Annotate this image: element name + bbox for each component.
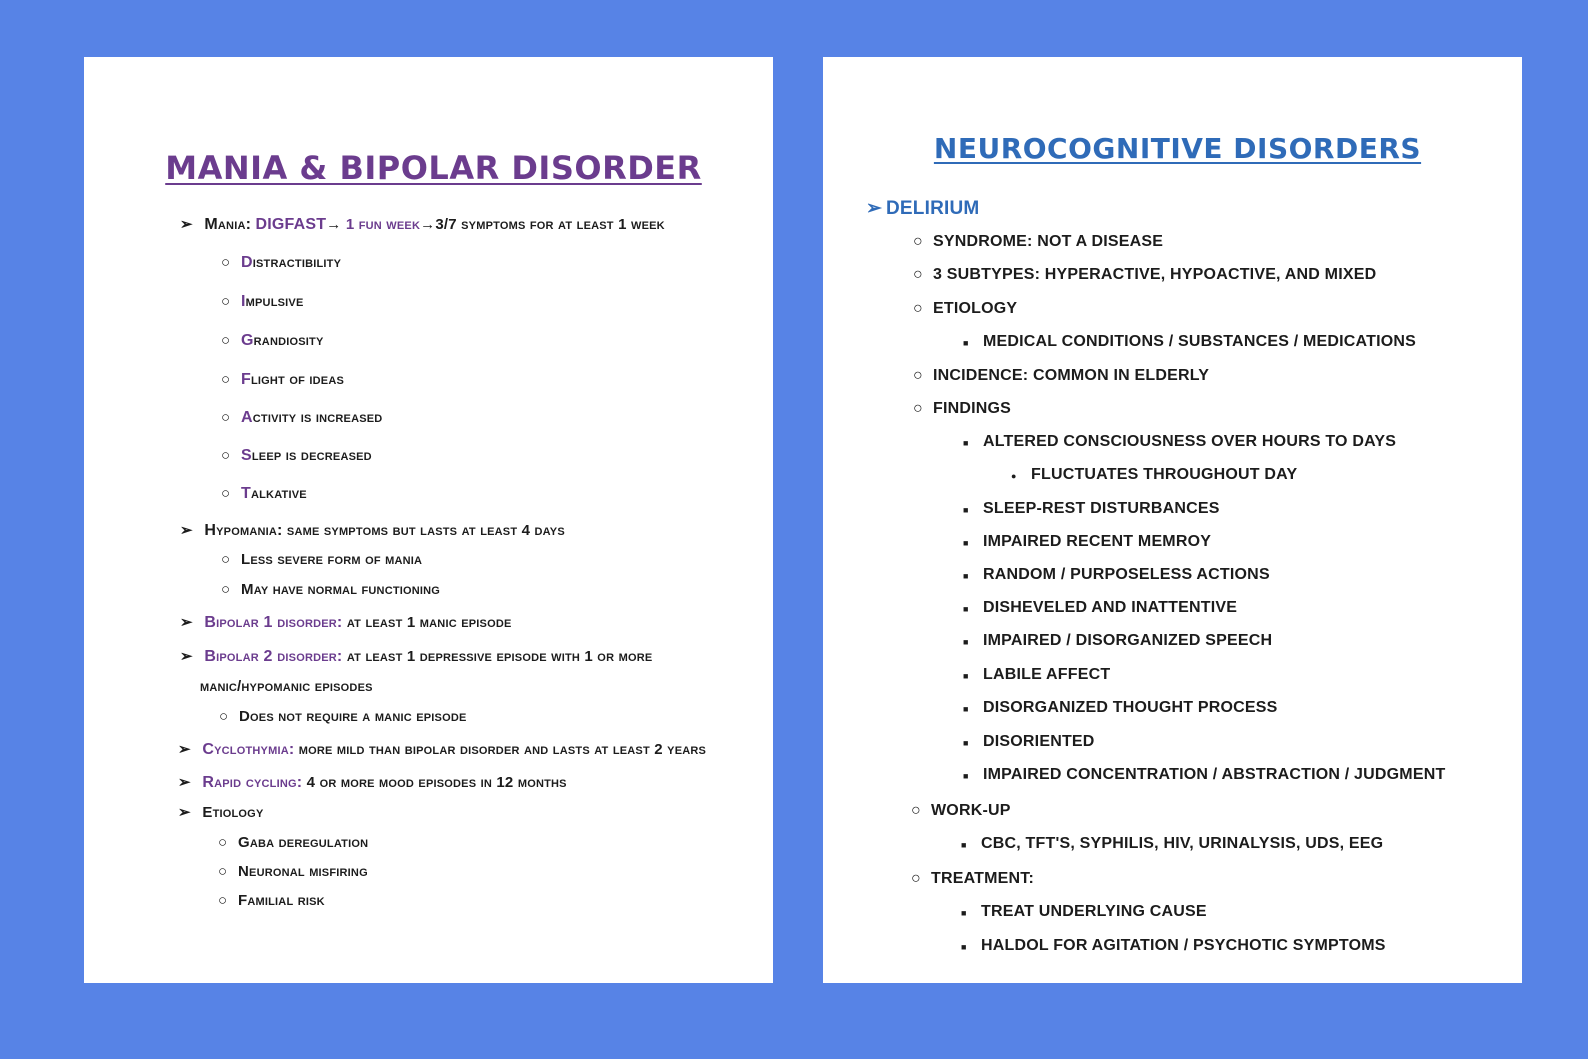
list-item: ■ DISHEVELED AND INATTENTIVE [963,599,1238,616]
list-item: ○ Talkative [221,485,307,502]
square-bullet-icon: ■ [963,438,969,448]
list-item: ● FLUCTUATES THROUGHOUT DAY [1011,466,1298,483]
square-bullet-icon: ■ [963,338,969,348]
circle-bullet-icon: ○ [218,863,228,880]
page-title-mania-bipolar: MANIA & BIPOLAR DISORDER [165,149,702,187]
list-item: ■ MEDICAL CONDITIONS / SUBSTANCES / MEDICATIONS [963,333,1417,350]
arrow-bullet-icon: ➢ [180,522,193,539]
circle-bullet-icon: ○ [218,834,228,851]
square-bullet-icon: ■ [961,942,967,952]
circle-bullet-icon: ○ [221,254,231,271]
page-title-neurocognitive: NEUROCOGNITIVE DISORDERS [933,132,1422,165]
arrow-bullet-icon: ➢ [180,648,193,665]
list-item: ■ CBC, TFT'S, SYPHILIS, HIV, URINALYSIS, UDS, EEG [961,835,1384,852]
circle-bullet-icon: ○ [221,332,231,349]
etiology-line: ➢ Etiology [178,804,264,821]
square-bullet-icon: ■ [963,637,969,647]
bipolar2-line: ➢ Bipolar 2 disorder: at least 1 depressive episode with 1 or more [180,648,653,665]
list-item: ○ TREATMENT: [911,870,1035,887]
mania-line: ➢ Mania: DIGFAST→ 1 fun week→3/7 symptoms for at least 1 week [180,216,665,233]
list-item: ■ LABILE AFFECT [963,666,1111,683]
circle-bullet-icon: ○ [911,870,921,887]
circle-bullet-icon: ○ [219,708,229,725]
list-item: ■ DISORGANIZED THOUGHT PROCESS [963,699,1278,716]
square-bullet-icon: ■ [963,604,969,614]
arrow-bullet-icon: ➢ [178,774,191,791]
square-bullet-icon: ■ [963,771,969,781]
square-bullet-icon: ■ [963,671,969,681]
square-bullet-icon: ■ [961,908,967,918]
list-item: ■ ALTERED CONSCIOUSNESS OVER HOURS TO DAYS [963,433,1397,450]
circle-bullet-icon: ○ [218,892,228,909]
list-item: ○ Activity is increased [221,409,383,426]
list-item: ■ HALDOL FOR AGITATION / PSYCHOTIC SYMPTOMS [961,937,1386,954]
list-item: ○ Grandiosity [221,332,324,349]
circle-bullet-icon: ○ [911,802,921,819]
rapid-cycling-line: ➢ Rapid cycling: 4 or more mood episodes in 12 months [178,774,567,791]
hypomania-line: ➢ Hypomania: same symptoms but lasts at least 4 days [180,522,565,539]
list-item: ○ Less severe form of mania [221,551,423,568]
list-item: ○ Distractibility [221,254,342,271]
arrow-bullet-icon: ➢ [180,614,193,631]
arrow-bullet-icon: ➢ [866,198,883,219]
arrow-bullet-icon: ➢ [178,804,191,821]
circle-bullet-icon: ○ [221,485,231,502]
list-item: ■ IMPAIRED RECENT MEMROY [963,533,1212,550]
list-item: ○ 3 SUBTYPES: HYPERACTIVE, HYPOACTIVE, AND MIXED [913,266,1377,283]
square-bullet-icon: ■ [963,704,969,714]
square-bullet-icon: ■ [963,738,969,748]
bipolar1-line: ➢ Bipolar 1 disorder: at least 1 manic episode [180,614,512,631]
list-item: ○ WORK-UP [911,802,1011,819]
list-item: ■ RANDOM / PURPOSELESS ACTIONS [963,566,1270,583]
circle-bullet-icon: ○ [221,371,231,388]
arrow-bullet-icon: ➢ [180,216,193,233]
list-item: ■ DISORIENTED [963,733,1095,750]
circle-bullet-icon: ○ [913,367,923,384]
list-item: ○ Neuronal misfiring [218,863,368,880]
circle-bullet-icon: ○ [221,409,231,426]
circle-bullet-icon: ○ [913,400,923,417]
list-item: ○ Familial risk [218,892,325,909]
list-item: ○ May have normal functioning [221,581,441,598]
circle-bullet-icon: ○ [221,447,231,464]
square-bullet-icon: ■ [963,571,969,581]
list-item: ○ FINDINGS [913,400,1012,417]
list-item: ○ Does not require a manic episode [219,708,467,725]
circle-bullet-icon: ○ [221,581,231,598]
list-item: ■ IMPAIRED / DISORGANIZED SPEECH [963,632,1273,649]
circle-bullet-icon: ○ [913,233,923,250]
list-item: ○ Sleep is decreased [221,447,372,464]
left-page [84,57,773,983]
list-item: ■ TREAT UNDERLYING CAUSE [961,903,1207,920]
circle-bullet-icon: ○ [913,266,923,283]
arrow-bullet-icon: ➢ [178,741,191,758]
list-item: ○ SYNDROME: NOT A DISEASE [913,233,1164,250]
circle-bullet-icon: ○ [221,293,231,310]
list-item: ○ INCIDENCE: COMMON IN ELDERLY [913,367,1210,384]
bipolar2-continuation: manic/hypomanic episodes [200,678,373,695]
list-item: ■ SLEEP-REST DISTURBANCES [963,500,1220,517]
list-item: ○ Impulsive [221,293,304,310]
circle-bullet-icon: ○ [221,551,231,568]
list-item: ○ Gaba deregulation [218,834,369,851]
delirium-heading: ➢ DELIRIUM [866,198,980,219]
dot-bullet-icon: ● [1011,471,1017,481]
list-item: ■ IMPAIRED CONCENTRATION / ABSTRACTION / JUDGMENT [963,766,1446,783]
list-item: ○ ETIOLOGY [913,300,1018,317]
list-item: ○ Flight of ideas [221,371,345,388]
square-bullet-icon: ■ [963,538,969,548]
cyclothymia-line: ➢ Cyclothymia: more mild than bipolar disorder and lasts at least 2 years [178,741,707,758]
right-page [823,57,1522,983]
square-bullet-icon: ■ [961,840,967,850]
square-bullet-icon: ■ [963,505,969,515]
circle-bullet-icon: ○ [913,300,923,317]
